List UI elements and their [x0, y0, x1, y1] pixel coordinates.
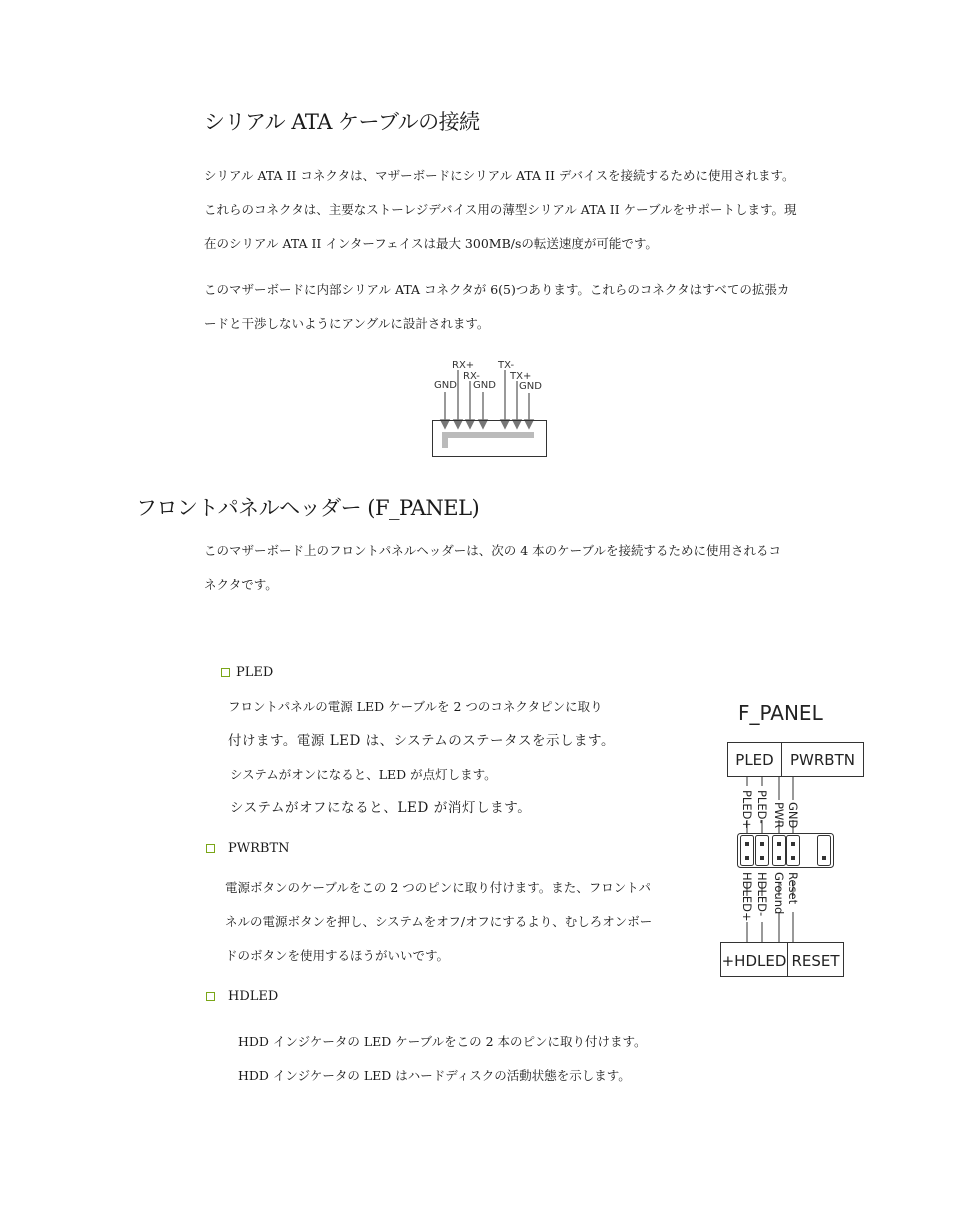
pin-label-pled-minus: PLED-	[755, 790, 769, 824]
f-panel-diagram	[716, 696, 868, 982]
reset-box-label: RESET	[791, 952, 840, 970]
pin-label-gnd: GND	[786, 802, 800, 829]
front-panel-intro-line2: ネクタです。	[204, 577, 278, 592]
pwrbtn-item-heading	[206, 841, 290, 856]
sata-pin-label-rxm: RX-	[463, 371, 480, 382]
pin-label-reset: Reset	[786, 872, 800, 905]
pwrbtn-line2: ネルの電源ボタンを押し、システムをオフ/オフにするより、むしろオンボー	[225, 914, 653, 929]
sata-pin-label-txp: TX+	[510, 371, 532, 382]
front-panel-heading: フロントパネルヘッダー (F_PANEL)	[136, 496, 480, 520]
hdled-box-label: +HDLED	[721, 952, 787, 970]
sata-para1-line2: これらのコネクタは、主要なストーレジデバイス用の薄型シリアル ATA II ケーブルをサポートします。現	[204, 202, 797, 217]
checkbox-bullet-icon	[206, 992, 215, 1001]
sata-heading: シリアル ATA ケーブルの接続	[204, 110, 480, 134]
front-panel-intro-line1: このマザーボード上のフロントパネルヘッダーは、次の 4 本のケーブルを接続するために使用されるコ	[204, 543, 782, 558]
sata-pin-label-gnd2: GND	[473, 380, 496, 391]
pled-label: PLED	[236, 665, 274, 680]
pwrbtn-line3: ドのボタンを使用するほうがいいです。	[225, 948, 450, 963]
pin-label-pled-plus: PLED+	[740, 790, 754, 830]
sata-para2-line1: このマザーボードに内部シリアル ATA コネクタが 6(5)つあります。これらのコネクタはすべての拡張カ	[204, 282, 790, 297]
sata-para2-line2: ードと干渉しないようにアングルに設計されます。	[204, 316, 490, 331]
pwrbtn-line1: 電源ボタンのケーブルをこの 2 つのピンに取り付けます。また、フロントパ	[225, 880, 652, 895]
checkbox-bullet-icon	[221, 668, 230, 677]
f-panel-diagram-title: F_PANEL	[738, 701, 823, 725]
f-panel-header-pins	[741, 836, 831, 866]
sata-pin-label-txm: TX-	[498, 360, 515, 371]
sata-connector-diagram	[428, 356, 552, 460]
checkbox-bullet-icon	[206, 844, 215, 853]
hdled-item-heading	[206, 989, 278, 1004]
pwrbtn-box-label: PWRBTN	[790, 751, 855, 769]
sata-pin-label-rxp: RX+	[452, 360, 475, 371]
pin-label-hdled-minus: HDLED-	[755, 872, 769, 917]
sata-para1-line1: シリアル ATA II コネクタは、マザーボードにシリアル ATA II デバイスを接続するために使用されます。	[204, 168, 795, 183]
hdled-label: HDLED	[228, 989, 279, 1004]
pin-label-pwr: PWR	[772, 802, 786, 829]
pled-line2: 付けます。電源 LED は、システムのステータスを示します。	[228, 733, 615, 749]
pled-line1: フロントパネルの電源 LED ケーブルを 2 つのコネクタピンに取り	[228, 699, 603, 714]
sata-pin-label-gnd3: GND	[519, 381, 542, 392]
pled-item-heading	[221, 665, 273, 680]
pled-box-label: PLED	[735, 751, 774, 769]
pwrbtn-label: PWRBTN	[228, 841, 290, 856]
sata-para1-line3: 在のシリアル ATA II インターフェイスは最大 300MB/sの転送速度が可能です。	[204, 236, 658, 251]
pin-label-ground: Ground	[772, 872, 786, 915]
pled-line4: システムがオフになると、LED が消灯します。	[230, 800, 532, 816]
hdled-line2: HDD インジケータの LED はハードディスクの活動状態を示します。	[238, 1068, 631, 1083]
hdled-line1: HDD インジケータの LED ケーブルをこの 2 本のピンに取り付けます。	[238, 1034, 647, 1049]
pin-label-hdled-plus: HDLED+	[740, 872, 754, 922]
sata-pin-label-gnd1: GND	[434, 380, 457, 391]
sata-l-key	[442, 432, 534, 448]
pled-line3: システムがオンになると、LED が点灯します。	[230, 767, 497, 782]
